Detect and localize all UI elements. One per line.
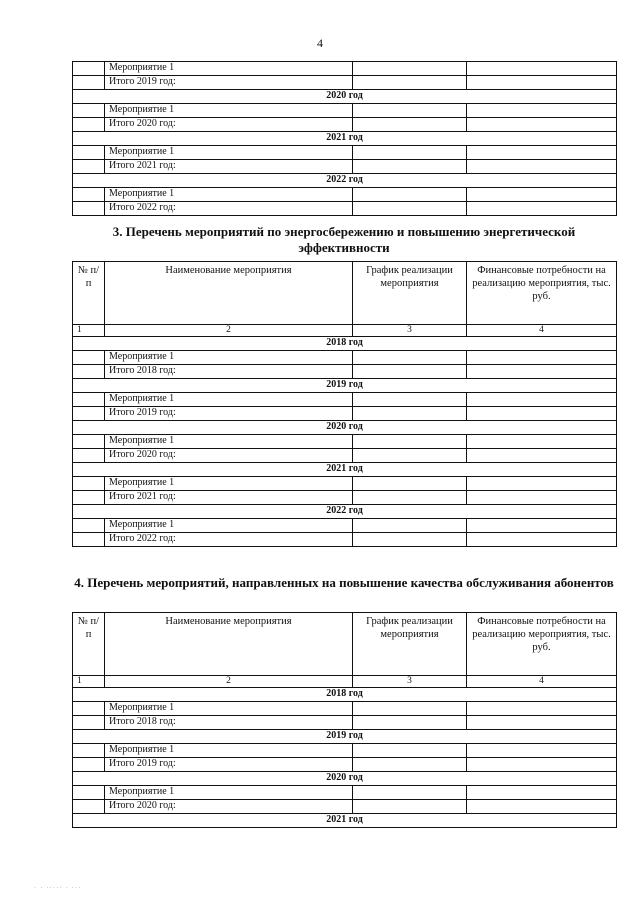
year-label: 2018 год	[73, 688, 617, 702]
table-row	[73, 407, 617, 421]
table-row	[73, 146, 617, 160]
column-numbers-row	[73, 676, 617, 688]
year-label: 2020 год	[73, 421, 617, 435]
section4-title: 4. Перечень мероприятий, направленных на повышение качества обслуживания абонентов	[74, 575, 614, 590]
table-row	[73, 435, 617, 449]
table-row	[73, 491, 617, 505]
table-row	[73, 188, 617, 202]
header-row	[73, 262, 617, 325]
column-number: 1	[73, 676, 105, 688]
year-label: 2022 год	[73, 174, 617, 188]
event-name: Мероприятие 1	[105, 188, 353, 202]
table-row	[73, 449, 617, 463]
column-number: 3	[353, 676, 467, 688]
table-row	[73, 62, 617, 76]
column-number: 2	[105, 325, 353, 337]
event-name: Мероприятие 1	[105, 393, 353, 407]
table-row	[73, 533, 617, 547]
table-row	[73, 160, 617, 174]
year-row	[73, 90, 617, 104]
event-name: Мероприятие 1	[105, 62, 353, 76]
year-label: 2022 год	[73, 505, 617, 519]
section3-title: 3. Перечень мероприятий по энергосбережению и повышению энергетической эффективности	[112, 224, 576, 255]
table-row	[73, 365, 617, 379]
table-row	[73, 786, 617, 800]
year-row	[73, 505, 617, 519]
column-number: 4	[467, 676, 617, 688]
table-row	[73, 477, 617, 491]
col-schedule-header: График реализации мероприятия	[353, 613, 467, 676]
table-row	[73, 202, 617, 216]
table-row	[73, 716, 617, 730]
header-row	[73, 613, 617, 676]
column-number: 3	[353, 325, 467, 337]
column-numbers-row	[73, 325, 617, 337]
table-row	[73, 351, 617, 365]
col-finance-header: Финансовые потребности на реализацию мероприятия, тыс. руб.	[467, 262, 617, 325]
table-row	[73, 519, 617, 533]
total-label: Итого 2020 год:	[105, 118, 353, 132]
col-number-header: № п/п	[73, 262, 105, 325]
total-label: Итого 2020 год:	[105, 800, 353, 814]
year-label: 2018 год	[73, 337, 617, 351]
event-name: Мероприятие 1	[105, 351, 353, 365]
year-row	[73, 174, 617, 188]
total-label: Итого 2019 год:	[105, 407, 353, 421]
table-row	[73, 702, 617, 716]
event-name: Мероприятие 1	[105, 104, 353, 118]
total-label: Итого 2022 год:	[105, 202, 353, 216]
column-number: 2	[105, 676, 353, 688]
table-row	[73, 393, 617, 407]
col-number-header: № п/п	[73, 613, 105, 676]
year-row	[73, 814, 617, 828]
top-table	[72, 61, 617, 216]
total-label: Итого 2019 год:	[105, 76, 353, 90]
event-name: Мероприятие 1	[105, 519, 353, 533]
total-label: Итого 2018 год:	[105, 716, 353, 730]
col-name-header: Наименование мероприятия	[105, 613, 353, 676]
event-name: Мероприятие 1	[105, 744, 353, 758]
year-row	[73, 132, 617, 146]
event-name: Мероприятие 1	[105, 477, 353, 491]
table-row	[73, 118, 617, 132]
year-label: 2021 год	[73, 132, 617, 146]
table-row	[73, 758, 617, 772]
event-name: Мероприятие 1	[105, 146, 353, 160]
table-row	[73, 76, 617, 90]
year-label: 2021 год	[73, 463, 617, 477]
year-row	[73, 379, 617, 393]
section4-table	[72, 612, 617, 828]
total-label: Итого 2021 год:	[105, 491, 353, 505]
total-label: Итого 2020 год:	[105, 449, 353, 463]
year-row	[73, 772, 617, 786]
year-row	[73, 337, 617, 351]
table-row	[73, 744, 617, 758]
year-row	[73, 688, 617, 702]
column-number: 4	[467, 325, 617, 337]
page-number: 4	[317, 36, 323, 50]
section3-table	[72, 261, 617, 547]
year-row	[73, 730, 617, 744]
year-label: 2020 год	[73, 90, 617, 104]
year-label: 2020 год	[73, 772, 617, 786]
total-label: Итого 2022 год:	[105, 533, 353, 547]
total-label: Итого 2021 год:	[105, 160, 353, 174]
year-label: 2019 год	[73, 379, 617, 393]
year-row	[73, 421, 617, 435]
scan-artifact: · · ····· · ···	[34, 884, 82, 892]
col-schedule-header: График реализации мероприятия	[353, 262, 467, 325]
year-label: 2019 год	[73, 730, 617, 744]
year-row	[73, 463, 617, 477]
total-label: Итого 2019 год:	[105, 758, 353, 772]
table-row	[73, 104, 617, 118]
event-name: Мероприятие 1	[105, 435, 353, 449]
event-name: Мероприятие 1	[105, 786, 353, 800]
col-finance-header: Финансовые потребности на реализацию мероприятия, тыс. руб.	[467, 613, 617, 676]
total-label: Итого 2018 год:	[105, 365, 353, 379]
year-label: 2021 год	[73, 814, 617, 828]
col-name-header: Наименование мероприятия	[105, 262, 353, 325]
table-row	[73, 800, 617, 814]
event-name: Мероприятие 1	[105, 702, 353, 716]
column-number: 1	[73, 325, 105, 337]
